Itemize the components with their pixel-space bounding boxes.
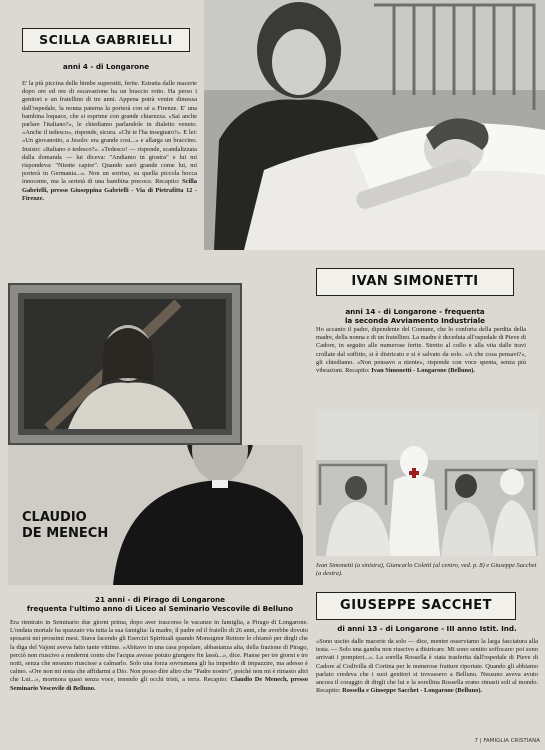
ivan-title: IVAN SIMONETTI <box>316 268 514 296</box>
claudio-subtitle: 21 anni - di Pirago di Longarone frequenta l'ultimo anno di Liceo al Seminario Vescovile di Belluno <box>26 595 294 613</box>
claudio-name: CLAUDIO DE MENECH <box>22 510 109 541</box>
page-footer: 7 | FAMIGLIA CRISTIANA <box>474 738 540 744</box>
scilla-subtitle: anni 4 - di Longarone <box>62 62 150 71</box>
hospital-ward-image <box>316 410 538 556</box>
hospital-bed-image <box>204 0 545 250</box>
boys-photo <box>316 410 538 556</box>
boys-photo-caption: Ivan Simonetti (a sinistra), Giancarlo Coletti (al centro, ved. p. 8) e Giuseppe Sacchet (a destra). <box>316 562 537 577</box>
scilla-title: SCILLA GABRIELLI <box>22 28 190 52</box>
scilla-photo <box>204 0 545 250</box>
ivan-body: Ho accanto il padre, dipendente del Comune, che lo conforta della perdita della madre, della nonna e di un fratellino. La madre è deceduta all'ospedale di Pieve di Cadore, in seguito alle numerose ferite. Stretto al collo e alla vita dalle travi crollate dal soffitto, si è districato e si è salvato da solo. «A che cosa pensavi?», gli chiediamo. «Non pensavo a niente», risponde con voce spenta, senza più vibrazioni. Recapito: Ivan Simonetti - Longarone (Belluno). <box>316 326 526 375</box>
framed-painting-image <box>8 283 242 445</box>
magazine-name: FAMIGLIA CRISTIANA <box>483 738 540 744</box>
painting-photo <box>8 283 242 445</box>
giuseppe-title: GIUSEPPE SACCHET <box>316 592 516 620</box>
giuseppe-body: «Sono uscito dalle macerie da solo — dice, mentre osserviamo la larga fasciatura alla testa. — Solo una gamba non riuscivo a districare. Mi sono sentito soffocare: poi sono arrivati i pompieri...». La sorella Rossella è stata trasferita dall'ospedale di Pieve di Cadore al Codivilla di Cortina per le numerose fratture riportate. Quando gli abbiamo parlato credeva che i suoi genitori si trovassero a Belluno. Nessuno aveva avuto ancora il coraggio di dirgli che lui e la sorellina Rossella erano rimasti soli al mondo. Recapito: Rossella e Giuseppe Sacchet - Longarone (Belluno). <box>316 638 538 695</box>
page-number: 7 <box>474 738 478 744</box>
giuseppe-subtitle: di anni 13 - di Longarone - III anno Istit. Ind. <box>337 624 517 633</box>
ivan-subtitle: anni 14 - di Longarone - frequenta la seconda Avviamento Industriale <box>344 307 486 325</box>
claudio-body: Era rientrato in Seminario due giorni prima, dopo aver trascorso le vacanze in famiglia, a Pirago di Longarone. L'ondata mortale ha spazzato via tutta la sua famiglia: la madre, il padre ed il fratello di 26 anni, che avrebbe dovuto sposarsi nei prossimi mesi. Stava facendo gli Esercizi Spirituali quando Monsignor Rettore lo chiamò per dirgli che la diga del Vajont aveva fatto tante vittime. «Abitavo in una casa popolare, abbastanza alta, della frazione di Pirago, perciò non riuscivo a rendermi conto che l'acqua avesse potuto giungere fin lassù...», dice. Pianse per tre giorni e tre notti, senza che nessuno riuscisse a calmarlo. Solo una forza sovrumana gli ha impedito di impazzire, ma adesso è calmo. «Ore non mi resta che affidarmi a Dio. Non posso dire altro che "Padre nostro", poichè non mi è rimasto altri che Lui...», mormora quasi senza voce, tenendo gli occhi tristi, a terra. Recapito: Claudio De Menech, presso Seminario Vescovile di Belluno. <box>10 619 308 692</box>
scilla-body: E' la più piccina delle bimbe superstiti, ferite. Estratta dalle macerie dopo ore ed ore di escavazione ha un braccio rotto. Ha perso i genitori e un fratellino di tre anni. Appena potrà venire dimessa dall'ospedale, la nonna paterna la porterà con sè a Firenze. E' una bambina loquace, che si esprime con grande chiarezza. «Sai anche parlare l'italiano?», le chiediamo parlandole in dialetto veneto. «Anche il tedesco», risponde, sicura. «Chi te l'ha insegnato?». E lei: «Un giovanotto, a Jesolo: era grande così...» e allarga un braccino. Insisto: «Italiano o tedesco?». «Tedesco! — risponde, scandalizzata dalla domanda — lui diceva: "Andiamo in giostra" e lui mi rispondeva: "Niente capire". Quando sarò grande come lui, mi porterà in Germania...». Non un sorriso, su quella piccola bocca innocente, ma la serietà di una bambina precoce. Recapito: Scilla Gabrielli, presso Giuseppina Gabrielli - Via di Pietrafitta 12 - Firenze. <box>22 80 197 202</box>
